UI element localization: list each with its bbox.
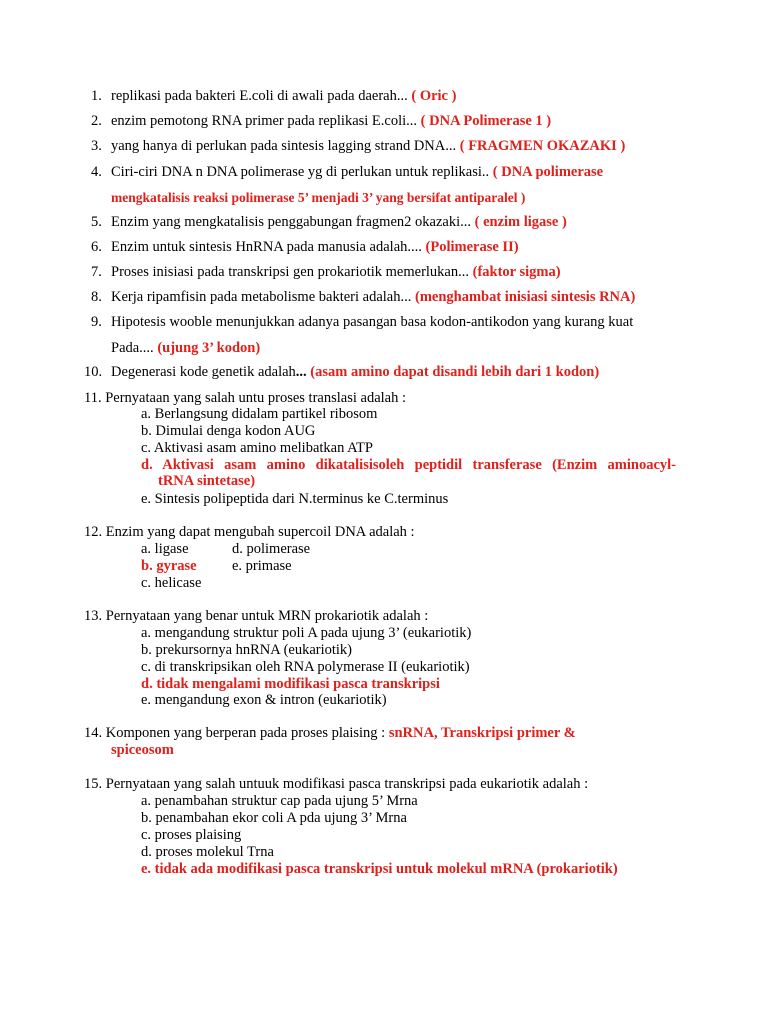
q5-answer: ( enzim ligase ): [474, 214, 567, 230]
q12-option-c: c. helicase: [141, 575, 202, 591]
q4-line: [111, 164, 603, 181]
q7-line: [111, 264, 561, 281]
q4-text: Ciri-ciri DNA n DNA polimerase yg di perlukan untuk replikasi..: [111, 164, 493, 180]
q8-answer: (menghambat inisiasi sintesis RNA): [414, 289, 636, 305]
q7-text: Proses inisiasi pada transkripsi gen prokariotik memerlukan...: [111, 264, 473, 280]
q6-answer: (Polimerase II): [425, 239, 519, 255]
q10-line: [111, 364, 599, 381]
q12-option-d: d. polimerase: [232, 541, 311, 557]
q3-number: 3.: [91, 138, 102, 154]
q15-option-b: b. penambahan ekor coli A pda ujung 3’ Mrna: [141, 810, 407, 826]
q12-option-a: a. ligase: [141, 541, 189, 557]
q14-answer: snRNA, Transkripsi primer &: [388, 725, 576, 741]
q9-number: 9.: [91, 314, 102, 330]
q12-option-b: b. gyrase: [141, 558, 197, 574]
q3-answer: ( FRAGMEN OKAZAKI ): [459, 138, 626, 154]
q2-answer: ( DNA Polimerase 1 ): [420, 113, 552, 129]
q7-number: 7.: [91, 264, 102, 280]
q5-text: Enzim yang mengkatalisis penggabungan fragmen2 okazaki...: [111, 214, 475, 230]
q15-option-e: e. tidak ada modifikasi pasca transkripsi untuk molekul mRNA (prokariotik): [141, 861, 618, 877]
q3-text: yang hanya di perlukan pada sintesis lagging strand DNA...: [111, 138, 460, 154]
q9-text-continued: Pada....: [111, 340, 158, 356]
q14-stem: 14. Komponen yang berperan pada proses plaising :: [84, 725, 389, 741]
q5-number: 5.: [91, 214, 102, 230]
q13-option-c: c. di transkripsikan oleh RNA polymerase II (eukariotik): [141, 659, 470, 675]
q6-line: [111, 239, 519, 256]
q11-option-d: d. Aktivasi asam amino dikatalisisoleh peptidil transferase (Enzim aminoacyl-: [141, 457, 676, 473]
q8-line: [111, 289, 635, 306]
q6-number: 6.: [91, 239, 102, 255]
q11-option-a: a. Berlangsung didalam partikel ribosom: [141, 406, 378, 422]
q1-text: replikasi pada bakteri E.coli di awali pada daerah...: [111, 88, 412, 104]
q1-line: [111, 88, 456, 105]
q10-answer: (asam amino dapat disandi lebih dari 1 kodon): [306, 364, 600, 380]
q1-number: 1.: [91, 88, 102, 104]
q10-text: Degenerasi kode genetik adalah: [111, 364, 296, 380]
q10-dots: ...: [295, 364, 307, 380]
q9-answer: (ujung 3’ kodon): [157, 340, 261, 356]
q13-stem: 13. Pernyataan yang benar untuk MRN prokariotik adalah :: [84, 608, 429, 624]
q12-option-e: e. primase: [232, 558, 292, 574]
q5-line: [111, 214, 567, 231]
q15-stem: 15. Pernyataan yang salah untuuk modifikasi pasca transkripsi pada eukariotik adalah :: [84, 776, 589, 792]
q4-number: 4.: [91, 164, 102, 180]
q6-text: Enzim untuk sintesis HnRNA pada manusia adalah....: [111, 239, 426, 255]
q15-option-c: c. proses plaising: [141, 827, 242, 843]
q4-answer: ( DNA polimerase: [492, 164, 604, 180]
q9-text: Hipotesis wooble menunjukkan adanya pasangan basa kodon-antikodon yang kurang kuat: [111, 314, 634, 330]
q12-stem: 12. Enzim yang dapat mengubah supercoil DNA adalah :: [84, 524, 415, 540]
q10-number: 10.: [84, 364, 103, 380]
q2-line: [111, 113, 551, 130]
q4-answer-continued: mengkatalisis reaksi polimerase 5’ menjadi 3’ yang bersifat antiparalel ): [111, 190, 526, 205]
q1-answer: ( Oric ): [411, 88, 457, 104]
q11-stem: 11. Pernyataan yang salah untu proses translasi adalah :: [84, 390, 406, 406]
q13-option-d: d. tidak mengalami modifikasi pasca transkripsi: [141, 676, 440, 692]
q11-option-d-continued: tRNA sintetase): [158, 473, 256, 489]
q11-option-b: b. Dimulai denga kodon AUG: [141, 423, 316, 439]
q7-answer: (faktor sigma): [472, 264, 561, 280]
q8-number: 8.: [91, 289, 102, 305]
q9-line-continued: [111, 340, 260, 357]
q13-option-b: b. prekursornya hnRNA (eukariotik): [141, 642, 353, 658]
q13-option-e: e. mengandung exon & intron (eukariotik): [141, 692, 387, 708]
q14-line: [84, 725, 576, 742]
q13-option-a: a. mengandung struktur poli A pada ujung 3’ (eukariotik): [141, 625, 472, 641]
q11-option-e: e. Sintesis polipeptida dari N.terminus ke C.terminus: [141, 491, 449, 507]
q2-number: 2.: [91, 113, 102, 129]
q2-text: enzim pemotong RNA primer pada replikasi E.coli...: [111, 113, 421, 129]
q15-option-d: d. proses molekul Trna: [141, 844, 274, 860]
q8-text: Kerja ripamfisin pada metabolisme bakteri adalah...: [111, 289, 415, 305]
q3-line: [111, 138, 625, 155]
q15-option-a: a. penambahan struktur cap pada ujung 5’ Mrna: [141, 793, 418, 809]
q14-answer-continued: spiceosom: [111, 742, 174, 758]
q11-option-c: c. Aktivasi asam amino melibatkan ATP: [141, 440, 373, 456]
